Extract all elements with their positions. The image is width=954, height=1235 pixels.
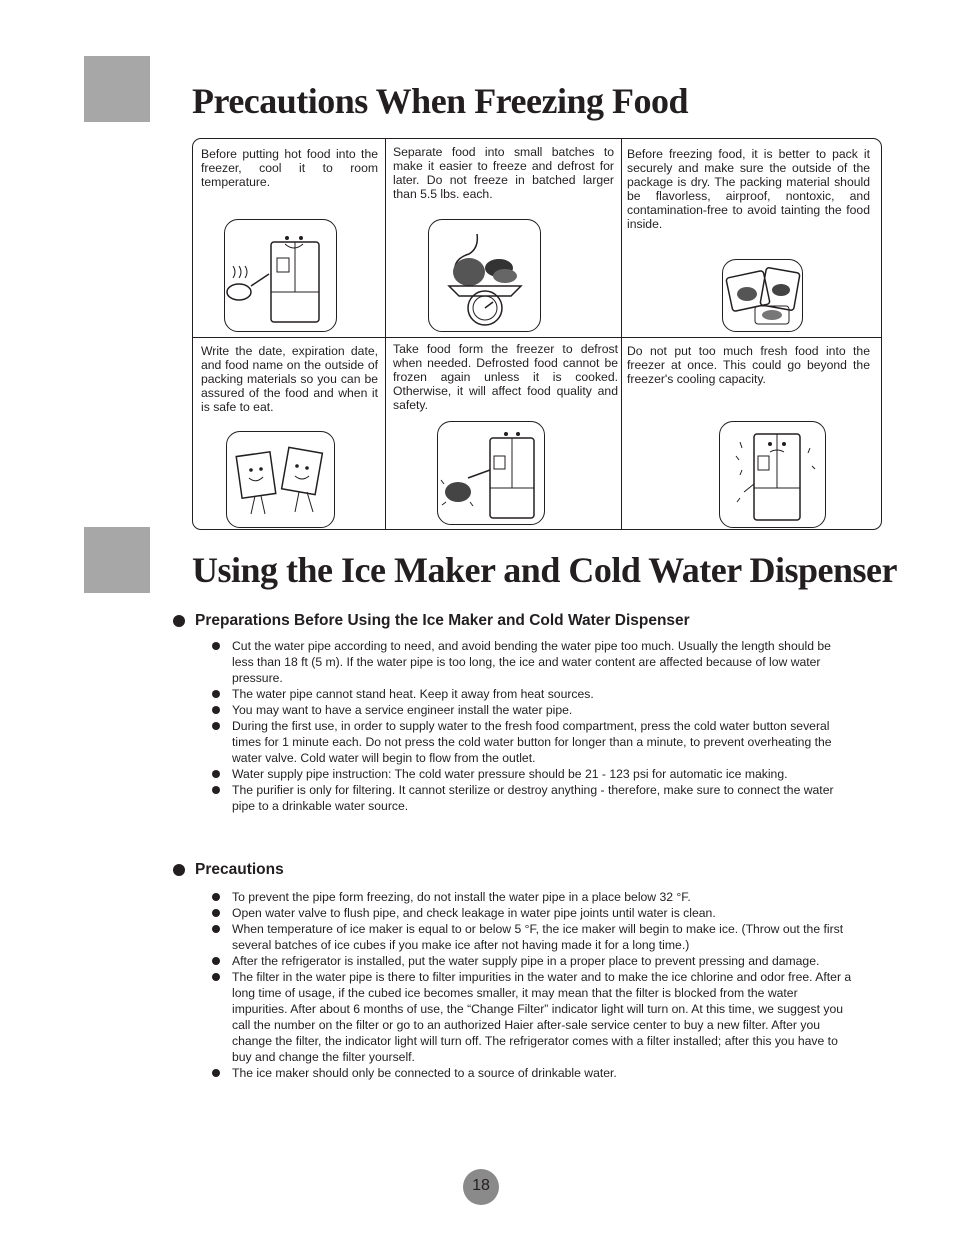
- section-marker-block-2: [84, 527, 150, 593]
- tip-cell-2: Separate food into small batches to make it easier to freeze and defrost for later. Do not freeze in batched larger than 5.5 lbs. each.: [393, 145, 614, 201]
- list-item: When temperature of ice maker is equal to or below 5 °F, the ice maker will begin to make ice. (Throw out the first several batches of ice cubes if you make ice after not having made it for a long time.): [210, 921, 852, 953]
- tip-cell-6: Do not put too much fresh food into the freezer at once. This could go beyond the freezer's cooling capacity.: [627, 344, 870, 386]
- tip-cell-1: Before putting hot food into the freezer, cool it to room temperature.: [201, 147, 378, 189]
- list-item: After the refrigerator is installed, put the water supply pipe in a proper place to prevent pressing and damage.: [210, 953, 852, 969]
- freezing-title: Precautions When Freezing Food: [192, 81, 688, 121]
- section-marker-block: [84, 56, 150, 122]
- tip-cell-4: Write the date, expiration date, and food name on the outside of packing materials so you can be assured of the food and when it is safe to eat.: [201, 344, 378, 414]
- page-number: 18: [463, 1169, 499, 1205]
- preparations-list: [210, 638, 852, 814]
- precautions-list: [210, 889, 852, 1081]
- list-item: During the first use, in order to supply water to the fresh food compartment, press the cold water button several times for 1 minute each. Do not press the cold water button for longer than a minute, to prevent overheating the water valve. Cold water will begin to flow from the outlet.: [210, 718, 852, 766]
- bullet-icon: [173, 864, 185, 876]
- list-item: To prevent the pipe form freezing, do not install the water pipe in a place below 32 °F.: [210, 889, 852, 905]
- refrigerator-defrost-illustration: [437, 421, 545, 525]
- overloaded-refrigerator-illustration: [719, 421, 826, 528]
- precautions-heading: Precautions: [173, 861, 284, 879]
- list-item: Cut the water pipe according to need, and avoid bending the water pipe too much. Usually the length should be less than 18 ft (5 m). If the water pipe is too long, the ice and water content are affected because of low water pressure.: [210, 638, 852, 686]
- food-on-scale-illustration: [428, 219, 541, 332]
- list-item: Open water valve to flush pipe, and check leakage in water pipe joints until water is clean.: [210, 905, 852, 921]
- labeled-packages-illustration: [226, 431, 335, 528]
- list-item: Water supply pipe instruction: The cold water pressure should be 21 - 123 psi for automatic ice making.: [210, 766, 852, 782]
- list-item: You may want to have a service engineer install the water pipe.: [210, 702, 852, 718]
- list-item: The filter in the water pipe is there to filter impurities in the water and to make the ice chlorine and odor free. After a long time of usage, if the cubed ice becomes smaller, it may mean that the filter is blocked from the water impurities. After about 6 months of use, the “Change Filter” indicator light will turn on. At this time, we suggest you call the number on the filter or go to an authorized Haier after-sale service center to buy a new filter. After you change the filter, the indicator light will turn off. The refrigerator comes with a filter installed; after this you have to buy and change the filter yourself.: [210, 969, 852, 1065]
- packed-food-illustration: [722, 259, 803, 332]
- preparations-heading: Preparations Before Using the Ice Maker and Cold Water Dispenser: [173, 612, 690, 630]
- tip-cell-5: Take food form the freezer to defrost when needed. Defrosted food cannot be frozen again unless it is cooked. Otherwise, it will affect food quality and safety.: [393, 342, 618, 412]
- bullet-icon: [173, 615, 185, 627]
- list-item: The purifier is only for filtering. It cannot sterilize or destroy anything - therefore, make sure to connect the water pipe to a drinkable water source.: [210, 782, 852, 814]
- tip-cell-3: Before freezing food, it is better to pack it securely and make sure the outside of the package is dry. The packing material should be flavorless, airproof, nontoxic, and contamination-free to avoid tainting the food inside.: [627, 147, 870, 231]
- icemaker-title: Using the Ice Maker and Cold Water Dispenser: [192, 550, 898, 590]
- refrigerator-hot-food-illustration: [224, 219, 337, 332]
- list-item: The ice maker should only be connected to a source of drinkable water.: [210, 1065, 852, 1081]
- freezing-tips-grid: [192, 138, 882, 530]
- list-item: The water pipe cannot stand heat. Keep it away from heat sources.: [210, 686, 852, 702]
